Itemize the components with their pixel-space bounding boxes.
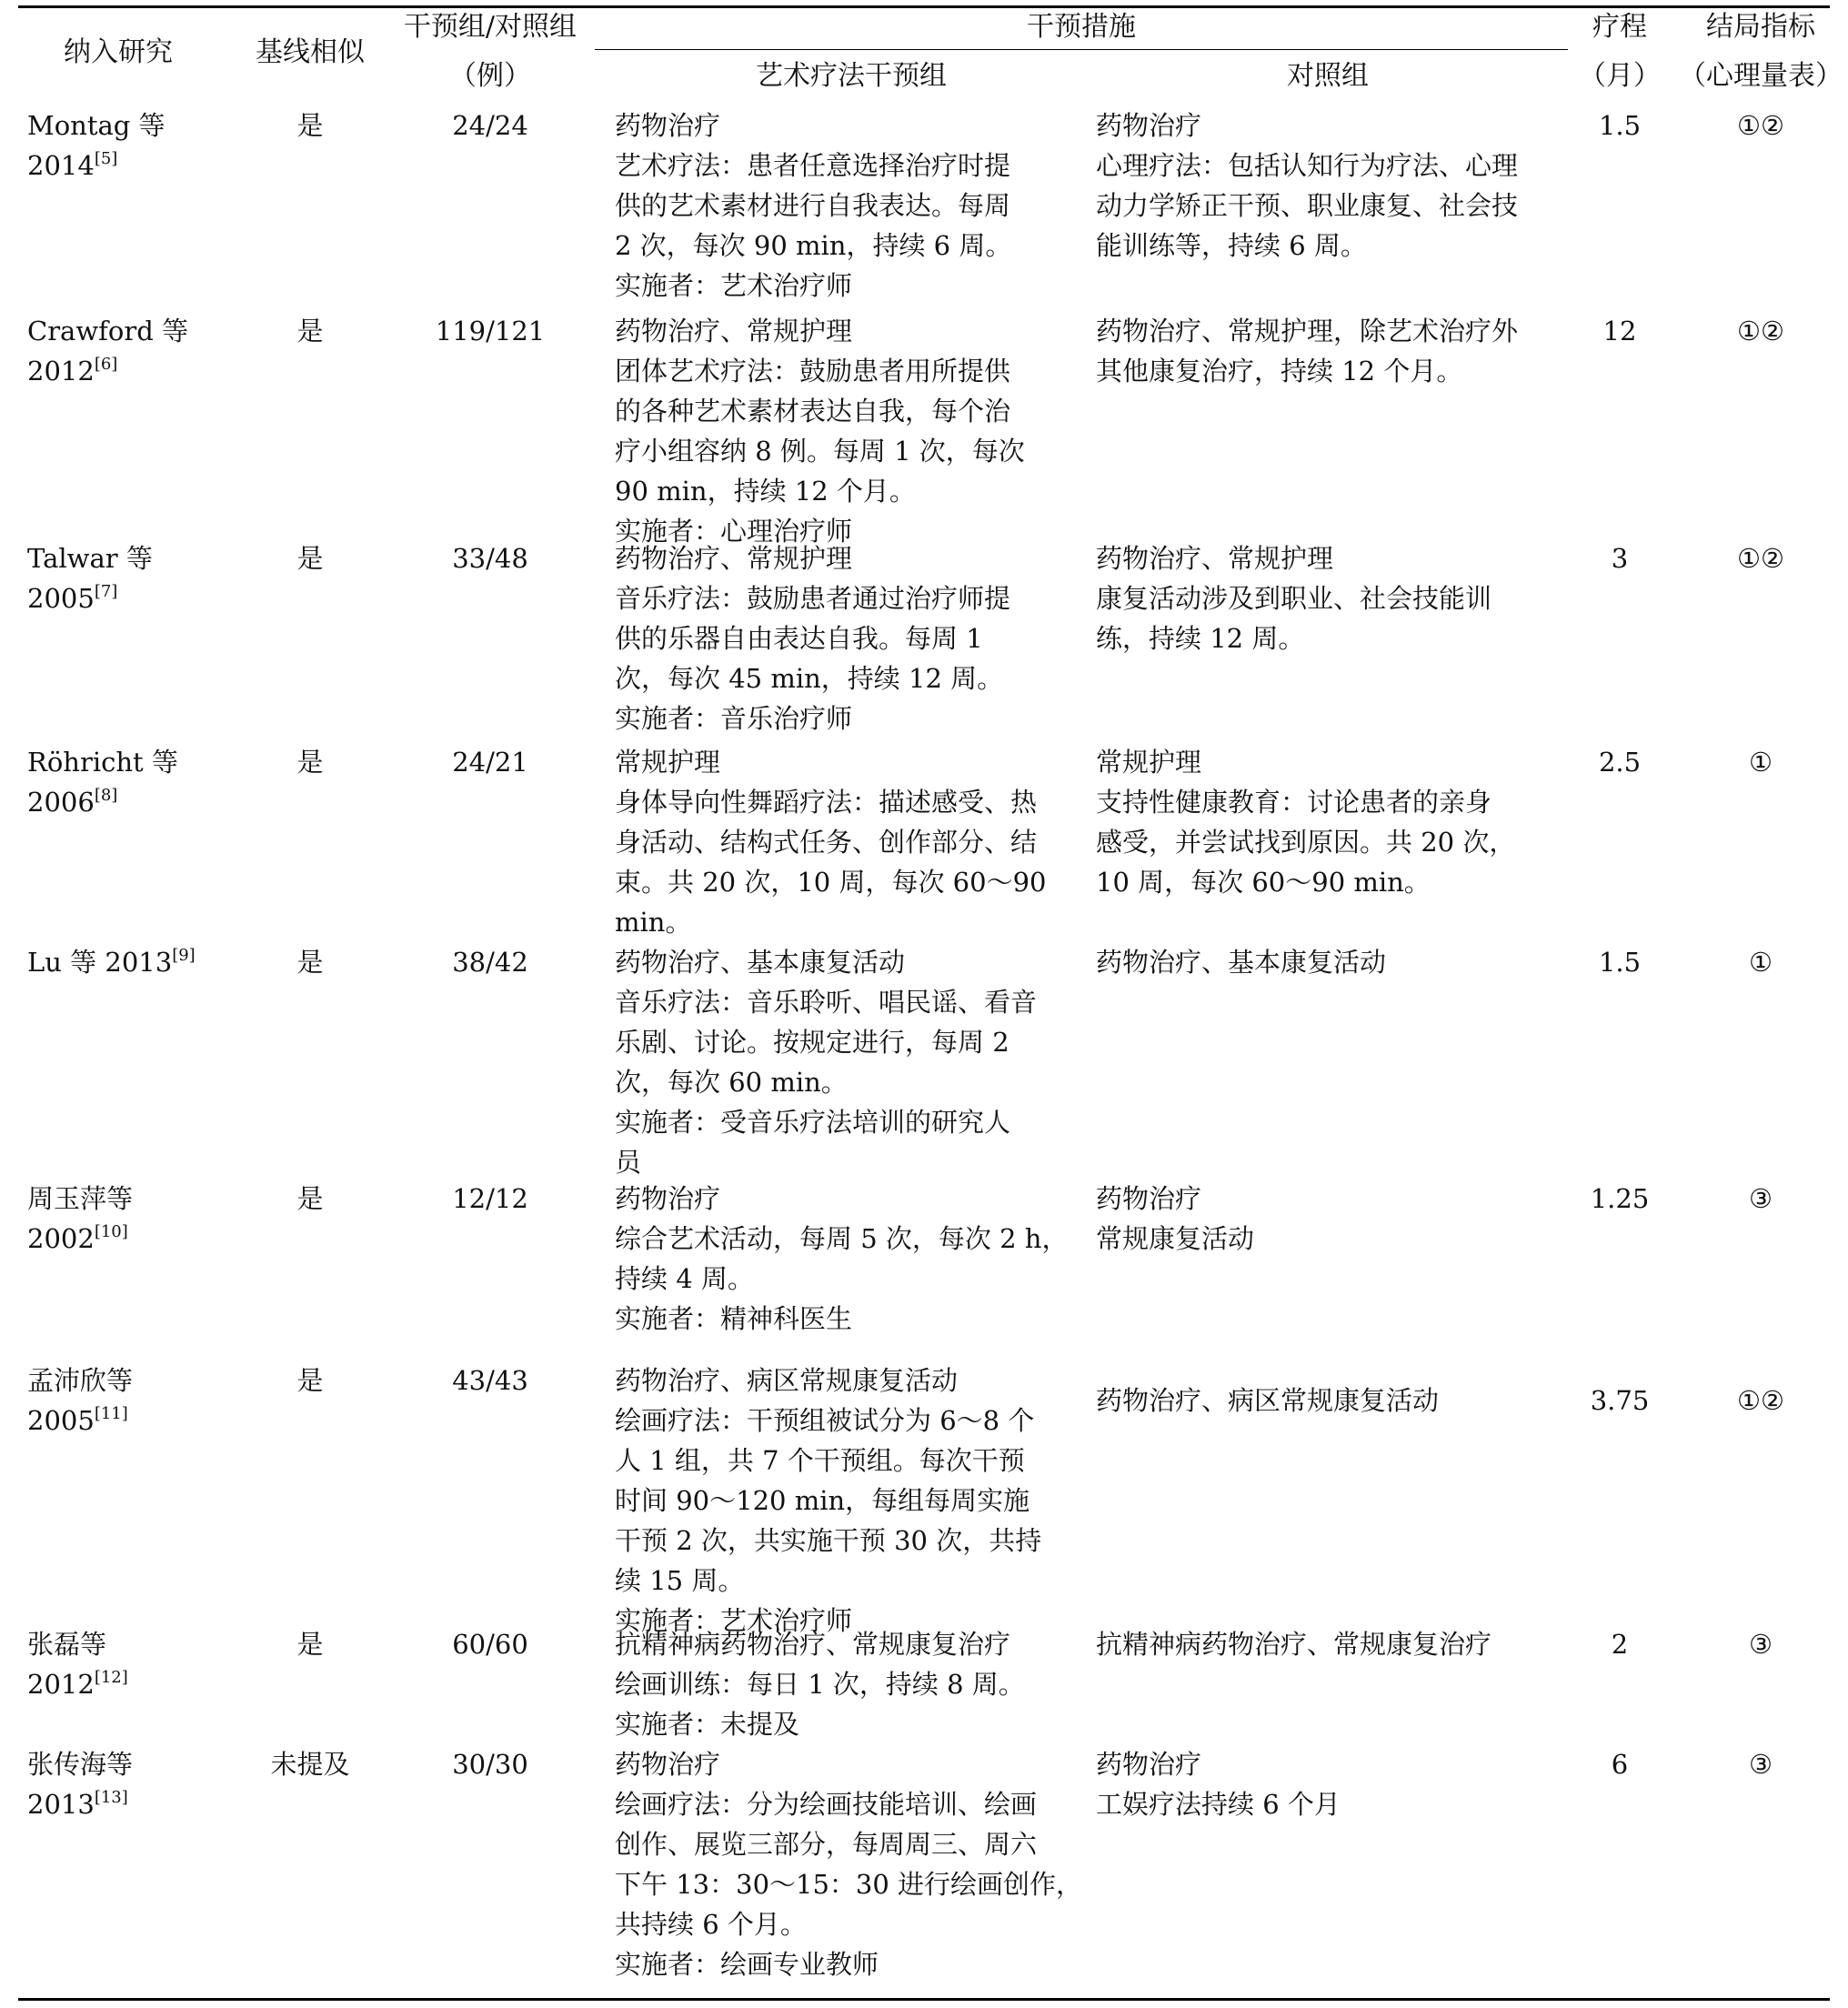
outcome-cell: ①: [1749, 747, 1773, 778]
art-intervention-line: 实施者：艺术治疗师: [615, 270, 853, 301]
study-year: 2013: [27, 1789, 95, 1820]
study-cell: [27, 1744, 255, 1824]
art-intervention-cell: [615, 105, 1088, 306]
duration-cell: 1.5: [1598, 947, 1642, 978]
art-intervention-line: 艺术疗法：患者任意选择治疗时提: [615, 150, 1011, 181]
study-name-text: 张磊等: [27, 1629, 107, 1660]
reference-mark: [10]: [94, 1222, 128, 1241]
art-intervention-line: 团体艺术疗法：鼓励患者用所提供: [615, 356, 1011, 387]
art-intervention-line: 实施者：绘画专业教师: [615, 1949, 879, 1980]
duration-cell: 2.5: [1598, 747, 1642, 778]
art-intervention-line: 实施者：心理治疗师: [615, 516, 853, 547]
outcome-cell: ①②: [1737, 110, 1784, 141]
reference-mark: [5]: [94, 149, 118, 168]
study-cell: [27, 105, 255, 186]
study-cell: [27, 742, 255, 822]
outcome-cell: ③: [1749, 1183, 1773, 1214]
reference-mark: [13]: [94, 1788, 128, 1807]
study-year: 2012: [27, 356, 95, 387]
art-intervention-line: 绘画训练：每日 1 次，持续 8 周。: [615, 1669, 1025, 1700]
control-intervention-line: 药物治疗、常规护理: [1096, 543, 1334, 574]
header-outcome-line1: 结局指标: [1706, 11, 1815, 43]
art-intervention-line: 实施者：未提及: [615, 1709, 800, 1740]
baseline-cell: 是: [296, 1365, 324, 1396]
reference-mark: [6]: [94, 355, 118, 374]
outcome-cell: ①②: [1737, 543, 1784, 574]
study-name-text: Lu 等 2013: [27, 947, 173, 978]
art-intervention-cell: [615, 1360, 1088, 1641]
control-intervention-line: 其他康复治疗，持续 12 个月。: [1096, 356, 1463, 387]
study-cell: [27, 311, 255, 391]
reference-mark: [7]: [94, 582, 118, 601]
art-intervention-line: 实施者：艺术治疗师: [615, 1605, 853, 1636]
control-intervention-line: 支持性健康教育：讨论患者的亲身: [1096, 787, 1492, 818]
art-intervention-line: 绘画疗法：分为绘画技能培训、绘画: [615, 1789, 1038, 1820]
study-year: 2012: [27, 1669, 95, 1700]
control-intervention-cell: [1096, 1380, 1560, 1421]
art-intervention-line: 乐剧、讨论。按规定进行，每周 2: [615, 1027, 1009, 1058]
reference-mark: [12]: [94, 1668, 128, 1687]
study-year: 2006: [27, 787, 95, 818]
header-baseline: 基线相似: [256, 36, 365, 68]
art-intervention-line: 音乐疗法：鼓励患者通过治疗师提: [615, 583, 1011, 614]
study-name: [27, 942, 255, 982]
baseline-cell: 未提及: [270, 1749, 350, 1780]
control-intervention-cell: [1096, 942, 1560, 982]
baseline-cell: 是: [296, 316, 324, 346]
control-intervention-line: 药物治疗: [1096, 1749, 1202, 1780]
control-intervention-line: 药物治疗、基本康复活动: [1096, 947, 1387, 978]
control-intervention-cell: [1096, 1744, 1560, 1824]
control-intervention-cell: [1096, 538, 1560, 658]
study-year: 2014: [27, 150, 95, 181]
study-name: [27, 1744, 255, 1784]
study-year: 2005: [27, 1405, 95, 1436]
sample-size-cell: 119/121: [435, 316, 546, 346]
art-intervention-line: 人 1 组，共 7 个干预组。每次干预: [615, 1445, 1025, 1476]
art-intervention-line: 实施者：受音乐疗法培训的研究人: [615, 1107, 1011, 1138]
duration-cell: 1.25: [1590, 1183, 1650, 1214]
study-name-text: 张传海等: [27, 1749, 134, 1780]
reference-mark: [11]: [94, 1404, 128, 1423]
baseline-cell: 是: [296, 1629, 324, 1660]
control-intervention-line: 练，持续 12 周。: [1096, 623, 1305, 654]
study-name-text: 周玉萍等: [27, 1183, 134, 1214]
sample-size-cell: 43/43: [452, 1365, 528, 1396]
study-name-text: Röhricht 等: [27, 747, 178, 778]
outcome-cell: ①②: [1737, 316, 1784, 346]
art-intervention-line: 常规护理: [615, 747, 721, 778]
control-intervention-cell: [1096, 311, 1560, 391]
reference-mark: [9]: [172, 946, 196, 965]
baseline-cell: 是: [296, 747, 324, 778]
intervention-subrule: [595, 49, 1568, 50]
art-intervention-line: 实施者：精神科医生: [615, 1303, 853, 1334]
header-intervention: 干预措施: [1027, 11, 1136, 43]
art-intervention-line: 身体导向性舞蹈疗法：描述感受、热: [615, 787, 1038, 818]
art-intervention-line: 药物治疗、常规护理: [615, 543, 853, 574]
art-intervention-line: 抗精神病药物治疗、常规康复治疗: [615, 1629, 1011, 1660]
art-intervention-cell: [615, 1179, 1088, 1339]
study-name: [27, 1179, 255, 1219]
art-intervention-line: 药物治疗: [615, 1183, 721, 1214]
art-intervention-cell: [615, 942, 1088, 1182]
reference-mark: [8]: [94, 786, 118, 805]
study-cell: [27, 1624, 255, 1704]
outcome-cell: ③: [1749, 1629, 1773, 1660]
study-year-line: [27, 1664, 255, 1704]
study-name-text: Montag 等: [27, 110, 166, 141]
art-intervention-line: 药物治疗、常规护理: [615, 316, 853, 346]
art-intervention-line: 90 min，持续 12 个月。: [615, 476, 916, 507]
art-intervention-line: 绘画疗法：干预组被试分为 6～8 个: [615, 1405, 1035, 1436]
art-intervention-line: 共持续 6 个月。: [615, 1909, 807, 1940]
control-intervention-line: 能训练等，持续 6 周。: [1096, 230, 1367, 261]
control-intervention-line: 心理疗法：包括认知行为疗法、心理: [1096, 150, 1519, 181]
study-year: 2005: [27, 583, 95, 614]
outcome-cell: ③: [1749, 1749, 1773, 1780]
study-name: [27, 1624, 255, 1664]
duration-cell: 3.75: [1590, 1385, 1650, 1416]
control-intervention-line: 康复活动涉及到职业、社会技能训: [1096, 583, 1492, 614]
control-intervention-line: 常规护理: [1096, 747, 1202, 778]
study-year: 2002: [27, 1223, 95, 1254]
study-name: [27, 742, 255, 782]
study-year-line: [27, 351, 255, 391]
study-year-line: [27, 1784, 255, 1824]
art-intervention-line: 供的乐器自由表达自我。每周 1: [615, 623, 983, 654]
duration-cell: 1.5: [1598, 110, 1642, 141]
control-intervention-line: 药物治疗、常规护理，除艺术治疗外: [1096, 316, 1519, 346]
control-intervention-line: 药物治疗: [1096, 110, 1202, 141]
control-intervention-line: 感受，并尝试找到原因。共 20 次，: [1096, 827, 1516, 858]
control-intervention-line: 药物治疗、病区常规康复活动: [1096, 1385, 1440, 1416]
study-name: [27, 311, 255, 351]
study-year-line: [27, 1219, 255, 1259]
art-intervention-line: 次，每次 45 min，持续 12 周。: [615, 663, 1004, 694]
study-year-line: [27, 782, 255, 822]
art-intervention-cell: [615, 1624, 1088, 1744]
study-year-line: [27, 146, 255, 186]
art-intervention-line: 音乐疗法：音乐聆听、唱民谣、看音: [615, 987, 1038, 1018]
art-intervention-line: 下午 13：30～15：30 进行绘画创作，: [615, 1869, 1083, 1900]
art-intervention-line: 的各种艺术素材表达自我，每个治: [615, 396, 1011, 427]
art-intervention-line: 持续 4 周。: [615, 1263, 754, 1294]
control-intervention-cell: [1096, 1179, 1560, 1259]
art-intervention-cell: [615, 538, 1088, 738]
art-intervention-line: 时间 90～120 min，每组每周实施: [615, 1485, 1030, 1516]
control-intervention-line: 抗精神病药物治疗、常规康复治疗: [1096, 1629, 1492, 1660]
header-n-line1: 干预组/对照组: [403, 11, 578, 43]
sample-size-cell: 30/30: [452, 1749, 528, 1780]
study-name: [27, 538, 255, 578]
header-outcome-line2: （心理量表）: [1679, 60, 1843, 92]
baseline-cell: 是: [296, 110, 324, 141]
baseline-cell: 是: [296, 543, 324, 574]
sample-size-cell: 33/48: [452, 543, 528, 574]
duration-cell: 6: [1611, 1749, 1629, 1780]
baseline-cell: 是: [296, 947, 324, 978]
art-intervention-line: 实施者：音乐治疗师: [615, 703, 853, 734]
sample-size-cell: 24/21: [452, 747, 528, 778]
study-year-line: [27, 578, 255, 618]
header-n-line2: （例）: [449, 60, 531, 92]
art-intervention-line: 创作、展览三部分，每周周三、周六: [615, 1829, 1038, 1860]
control-intervention-cell: [1096, 1624, 1560, 1664]
sample-size-cell: 24/24: [452, 110, 528, 141]
art-intervention-line: 2 次，每次 90 min，持续 6 周。: [615, 230, 1012, 261]
art-intervention-line: min。: [615, 907, 692, 938]
art-intervention-cell: [615, 1744, 1088, 1984]
header-study: 纳入研究: [64, 36, 173, 68]
bottom-rule: [18, 1998, 1830, 2001]
sample-size-cell: 38/42: [452, 947, 528, 978]
art-intervention-line: 供的艺术素材进行自我表达。每周: [615, 190, 1011, 221]
art-intervention-line: 药物治疗、病区常规康复活动: [615, 1365, 959, 1396]
art-intervention-cell: [615, 311, 1088, 551]
study-name-text: 孟沛欣等: [27, 1365, 134, 1396]
art-intervention-line: 束。共 20 次，10 周，每次 60～90: [615, 867, 1047, 898]
header-art: 艺术疗法干预组: [756, 60, 947, 92]
study-cell: [27, 1360, 255, 1441]
art-intervention-line: 药物治疗: [615, 110, 721, 141]
art-intervention-line: 药物治疗: [615, 1749, 721, 1780]
header-control: 对照组: [1287, 60, 1369, 92]
art-intervention-line: 续 15 周。: [615, 1565, 745, 1596]
art-intervention-line: 综合艺术活动，每周 5 次，每次 2 h，: [615, 1223, 1069, 1254]
art-intervention-cell: [615, 742, 1088, 942]
art-intervention-line: 药物治疗、基本康复活动: [615, 947, 906, 978]
control-intervention-line: 工娱疗法持续 6 个月: [1096, 1789, 1341, 1820]
art-intervention-line: 次，每次 60 min。: [615, 1067, 848, 1098]
study-name-text: Crawford 等: [27, 316, 189, 346]
art-intervention-line: 干预 2 次，共实施干预 30 次，共持: [615, 1525, 1042, 1556]
art-intervention-line: 疗小组容纳 8 例。每周 1 次，每次: [615, 436, 1025, 467]
baseline-cell: 是: [296, 1183, 324, 1214]
header-duration-line1: 疗程: [1592, 11, 1647, 43]
duration-cell: 2: [1611, 1629, 1629, 1660]
sample-size-cell: 12/12: [452, 1183, 528, 1214]
outcome-cell: ①②: [1737, 1385, 1784, 1416]
control-intervention-line: 动力学矫正干预、职业康复、社会技: [1096, 190, 1519, 221]
control-intervention-cell: [1096, 105, 1560, 266]
control-intervention-cell: [1096, 742, 1560, 902]
art-intervention-line: 员: [615, 1147, 642, 1178]
duration-cell: 3: [1611, 543, 1629, 574]
study-cell: [27, 1179, 255, 1259]
art-intervention-line: 身活动、结构式任务、创作部分、结: [615, 827, 1038, 858]
control-intervention-line: 常规康复活动: [1096, 1223, 1255, 1254]
study-name: [27, 105, 255, 146]
header-duration-line2: （月）: [1579, 60, 1661, 92]
sample-size-cell: 60/60: [452, 1629, 528, 1660]
duration-cell: 12: [1602, 316, 1637, 346]
study-year-line: [27, 1401, 255, 1441]
control-intervention-line: 10 周，每次 60～90 min。: [1096, 867, 1431, 898]
study-cell: [27, 538, 255, 618]
control-intervention-line: 药物治疗: [1096, 1183, 1202, 1214]
outcome-cell: ①: [1749, 947, 1773, 978]
study-name: [27, 1360, 255, 1401]
study-cell: [27, 942, 255, 982]
study-name-text: Talwar 等: [27, 543, 153, 574]
